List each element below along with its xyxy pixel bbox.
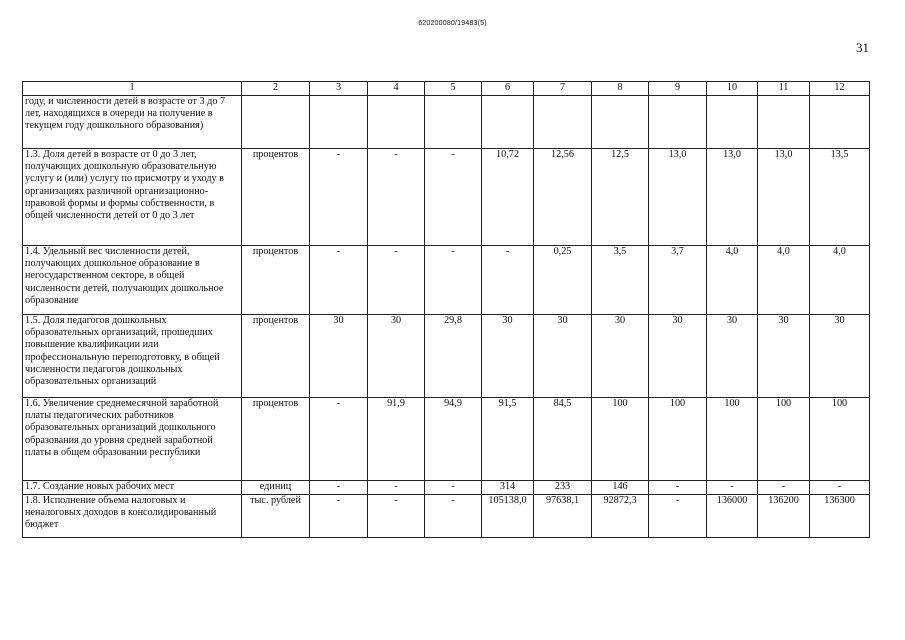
value-cell [482, 96, 534, 149]
value-cell: 4,0 [810, 246, 870, 315]
indicators-table [22, 81, 870, 538]
value-cell: 30 [310, 315, 368, 398]
value-cell: - [425, 149, 482, 246]
value-cell: 30 [649, 315, 707, 398]
value-cell [707, 96, 758, 149]
table-row [23, 315, 870, 398]
table-row [23, 149, 870, 246]
value-cell: 100 [592, 398, 649, 481]
value-cell: - [368, 495, 425, 538]
value-cell: - [758, 481, 810, 495]
indicator-label: 1.4. Удельный вес численности детей, получающих дошкольное образование в негосударственном секторе, в общей численности детей, получающих дошкольное образование [23, 246, 242, 315]
column-header: 5 [425, 82, 482, 96]
value-cell: 4,0 [758, 246, 810, 315]
value-cell: 30 [482, 315, 534, 398]
unit-cell: процентов [242, 246, 310, 315]
value-cell: 97638,1 [534, 495, 592, 538]
column-header: 1 [23, 82, 242, 96]
value-cell: 3,7 [649, 246, 707, 315]
page-number: 31 [856, 40, 869, 55]
indicator-label: 1.5. Доля педагогов дошкольных образовательных организаций, прошедших повышение квалификации или профессиональную переподготовку, в общей численности педагогов дошкольных образовательных организаций [23, 315, 242, 398]
indicator-label: 1.6. Увеличение среднемесячной заработной платы педагогических работников образовательных организаций дошкольного образования до уровня средней заработной платы в общем образовании республики [23, 398, 242, 481]
column-header: 4 [368, 82, 425, 96]
indicator-label: году, и численности детей в возрасте от 3 до 7 лет, находящихся в очереди на получение в текущем году дошкольного образования) [23, 96, 242, 149]
value-cell: 91,9 [368, 398, 425, 481]
value-cell: - [310, 495, 368, 538]
value-cell: 13,0 [758, 149, 810, 246]
value-cell: 13,0 [649, 149, 707, 246]
indicator-label: 1.7. Создание новых рабочих мест [23, 481, 242, 495]
value-cell: 13,0 [707, 149, 758, 246]
value-cell: - [810, 481, 870, 495]
value-cell [368, 96, 425, 149]
column-header: 11 [758, 82, 810, 96]
value-cell: 146 [592, 481, 649, 495]
value-cell: 3,5 [592, 246, 649, 315]
value-cell: - [310, 246, 368, 315]
value-cell [310, 96, 368, 149]
column-header: 10 [707, 82, 758, 96]
value-cell: 100 [758, 398, 810, 481]
value-cell: 30 [707, 315, 758, 398]
value-cell: 29,8 [425, 315, 482, 398]
column-header: 7 [534, 82, 592, 96]
value-cell: 100 [707, 398, 758, 481]
column-header: 9 [649, 82, 707, 96]
unit-cell: процентов [242, 149, 310, 246]
value-cell: 136300 [810, 495, 870, 538]
table-row [23, 495, 870, 538]
value-cell: - [368, 149, 425, 246]
table-row [23, 246, 870, 315]
value-cell: - [425, 495, 482, 538]
value-cell [649, 96, 707, 149]
value-cell: 30 [534, 315, 592, 398]
value-cell: 13,5 [810, 149, 870, 246]
value-cell: 84,5 [534, 398, 592, 481]
column-header: 12 [810, 82, 870, 96]
value-cell: 100 [810, 398, 870, 481]
value-cell [425, 96, 482, 149]
value-cell: 30 [368, 315, 425, 398]
value-cell: - [707, 481, 758, 495]
unit-cell: единиц [242, 481, 310, 495]
value-cell: 91,5 [482, 398, 534, 481]
value-cell [592, 96, 649, 149]
value-cell: 314 [482, 481, 534, 495]
value-cell [758, 96, 810, 149]
document-id: 620200080/19483(5) [418, 20, 487, 27]
value-cell: - [310, 398, 368, 481]
column-header: 3 [310, 82, 368, 96]
value-cell: - [425, 481, 482, 495]
column-header: 8 [592, 82, 649, 96]
value-cell: - [425, 246, 482, 315]
column-number-row [23, 82, 870, 96]
value-cell: 12,56 [534, 149, 592, 246]
value-cell: 233 [534, 481, 592, 495]
value-cell: 92872,3 [592, 495, 649, 538]
unit-cell: процентов [242, 315, 310, 398]
value-cell [534, 96, 592, 149]
value-cell: 0,25 [534, 246, 592, 315]
value-cell: 136000 [707, 495, 758, 538]
value-cell: - [368, 481, 425, 495]
value-cell: - [368, 246, 425, 315]
indicator-label: 1.8. Исполнение объема налоговых и неналоговых доходов в консолидированный бюджет [23, 495, 242, 538]
column-header: 2 [242, 82, 310, 96]
unit-cell: тыс. рублей [242, 495, 310, 538]
table-row [23, 398, 870, 481]
value-cell: - [482, 246, 534, 315]
value-cell [810, 96, 870, 149]
value-cell: 105138,0 [482, 495, 534, 538]
unit-cell [242, 96, 310, 149]
unit-cell: процентов [242, 398, 310, 481]
value-cell: 12,5 [592, 149, 649, 246]
value-cell: - [649, 495, 707, 538]
value-cell: 136200 [758, 495, 810, 538]
table-row [23, 96, 870, 149]
table-row [23, 481, 870, 495]
value-cell: - [649, 481, 707, 495]
value-cell: 30 [758, 315, 810, 398]
value-cell: 4,0 [707, 246, 758, 315]
value-cell: 100 [649, 398, 707, 481]
column-header: 6 [482, 82, 534, 96]
value-cell: 30 [592, 315, 649, 398]
value-cell: 30 [810, 315, 870, 398]
value-cell: 10,72 [482, 149, 534, 246]
value-cell: - [310, 481, 368, 495]
value-cell: 94,9 [425, 398, 482, 481]
value-cell: - [310, 149, 368, 246]
indicator-label: 1.3. Доля детей в возрасте от 0 до 3 лет, получающих дошкольную образовательную услугу и (или) услугу по присмотру и уходу в организациях различной организационно-правовой формы и формы собственности, в общей численности детей от 0 до 3 лет [23, 149, 242, 246]
